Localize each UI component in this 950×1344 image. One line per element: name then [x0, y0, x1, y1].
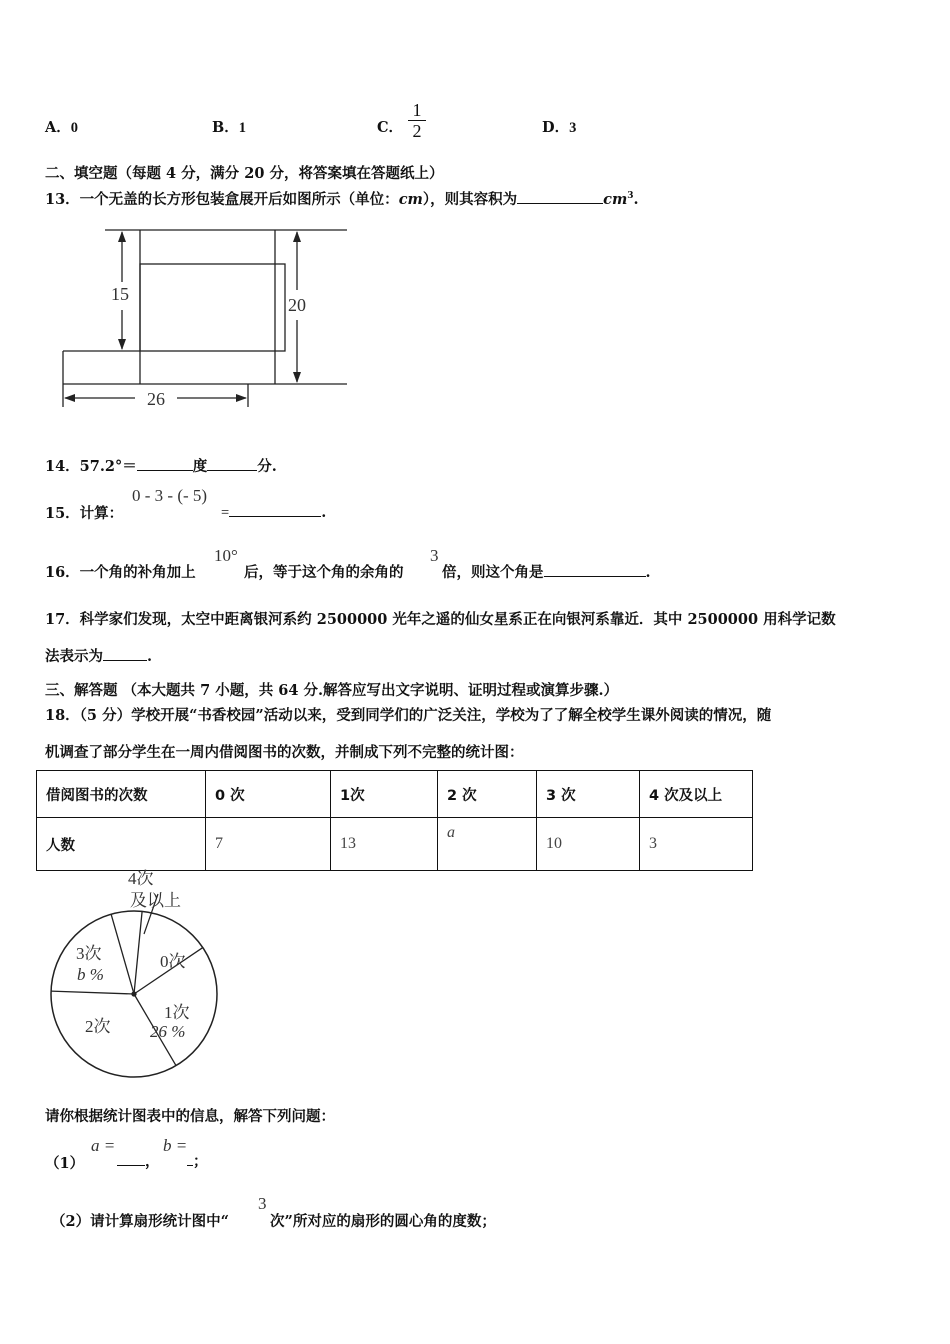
label-26: 26: [147, 389, 165, 409]
pie-label-3-times: 3次: [76, 944, 102, 963]
pie-center: [132, 992, 136, 996]
option-d-value: 3: [569, 120, 577, 136]
label-20: 20: [288, 295, 306, 315]
option-c-label: C．: [377, 119, 404, 136]
q18-sub1-comma: ，: [145, 1153, 160, 1170]
q18-line2: 机调查了部分学生在一周内借阅图书的次数，并制成下列不完整的统计图：: [45, 744, 524, 761]
q16-answer-blank[interactable]: [544, 562, 646, 577]
option-b: [212, 116, 246, 137]
pie-label-3-percent: b %: [77, 965, 104, 984]
q15-prefix: 15．计算：: [45, 505, 124, 522]
q13-text2: ），则其容积为: [422, 191, 518, 208]
q14-prefix: 14．57.2°＝: [45, 458, 137, 475]
table-cell: 10: [537, 818, 640, 871]
q16-mid: 后，等于这个角的余角的: [244, 564, 404, 581]
table-header-cell: 0 次: [206, 771, 331, 818]
table-cell: 3: [640, 818, 753, 871]
q13-superscript: 3: [627, 191, 634, 202]
q18-sub2-three: 3: [258, 1194, 267, 1213]
pie-slice-boundary: [134, 911, 142, 994]
q18-sub1-a-answer: [117, 1150, 160, 1171]
q16-period: .: [645, 564, 651, 581]
pie-label-1-times: 1次: [164, 1003, 190, 1022]
q15-answer: [221, 502, 326, 522]
q14-minute-blank[interactable]: [207, 456, 257, 471]
table-cell: a: [438, 818, 537, 871]
q14-minute-label: 分.: [257, 458, 277, 475]
pie-slice-boundary: [111, 914, 134, 994]
q16-end: [442, 561, 651, 582]
option-d: [542, 116, 576, 137]
pie-slice-boundary: [51, 991, 134, 994]
q18-sub1-b-answer: [187, 1150, 208, 1171]
option-a: [45, 116, 78, 137]
q16-times: 3: [430, 546, 439, 565]
q13-answer-blank[interactable]: [517, 189, 603, 204]
q17-line1: 17．科学家们发现，太空中距离银河系约 2500000 光年之遥的仙女星系正在向银河系靠近．其中 2500000 用科学记数: [45, 611, 836, 628]
q17-period: .: [147, 648, 153, 665]
q17-line2-prefix: 法表示为: [45, 648, 103, 665]
q15-equals: =: [221, 505, 230, 521]
section-3-title: 三、解答题 （本大题共 7 小题，共 64 分.解答应写出文字说明、证明过程或演算步骤.）: [45, 682, 619, 699]
option-a-value: 0: [70, 120, 79, 136]
q18-sub2-suffix: 次”所对应的扇形的圆心角的度数；: [270, 1213, 496, 1230]
q16-prefix: 16．一个角的补角加上: [45, 564, 196, 581]
box-net-figure: [55, 222, 355, 412]
q16-mid2: 倍，则这个角是: [442, 564, 544, 581]
table-header-cell: 借阅图书的次数: [37, 771, 206, 818]
pie-label-4-and-above: 及以上: [130, 891, 181, 910]
table-row: [37, 771, 753, 818]
section-2-title: 二、填空题（每题 4 分，满分 20 分，将答案填在答题纸上）: [45, 165, 444, 182]
table-cell: 13: [331, 818, 438, 871]
q17-line2: [45, 645, 152, 666]
option-d-label: D．: [542, 119, 570, 136]
q13-unit-end: cm: [603, 191, 628, 208]
table-header-cell: 3 次: [537, 771, 640, 818]
q18-sub1-number: （1）: [45, 1155, 85, 1172]
pie-chart: [40, 866, 240, 1088]
q17-answer-blank[interactable]: [103, 646, 147, 661]
q14-degree-label: 度: [192, 458, 208, 475]
option-c-fraction: [406, 100, 428, 141]
q15-expression: 0 - 3 - (- 5): [132, 486, 208, 505]
fraction-denominator: 2: [412, 121, 422, 141]
q13-unit: cm: [398, 191, 423, 208]
q18-sub1-a-blank[interactable]: [117, 1151, 145, 1166]
q16-angle: 10°: [214, 546, 238, 565]
table-row: [37, 818, 753, 871]
q18-sub1-b: b =: [163, 1136, 188, 1155]
q13-text: 13．一个无盖的长方形包装盒展开后如图所示（单位：: [45, 191, 399, 208]
question-13: [45, 188, 639, 209]
q18-prompt: 请你根据统计图表中的信息，解答下列问题：: [45, 1108, 335, 1125]
q13-period: .: [633, 191, 639, 208]
q15-period: .: [321, 504, 327, 521]
q18-line1: 18．（5 分）学校开展“书香校园”活动以来，受到同学们的广泛关注，学校为了了解全校学生课外阅读的情况，随: [45, 707, 772, 724]
q14-degree-blank[interactable]: [137, 456, 193, 471]
pie-label-4-times: 4次: [128, 869, 154, 888]
table-cell: 7: [206, 818, 331, 871]
pie-label-2-times: 2次: [85, 1017, 111, 1036]
q18-sub1-a: a =: [91, 1136, 116, 1155]
borrow-stat-table: [36, 770, 753, 871]
table-row-label: 人数: [37, 818, 206, 871]
label-15: 15: [111, 284, 129, 304]
option-b-value: 1: [238, 120, 247, 136]
pie-label-1-percent: 26 %: [150, 1022, 186, 1041]
question-14: [45, 455, 277, 476]
pie-label-0-times: 0次: [160, 952, 186, 971]
q18-sub2-prefix: （2）请计算扇形统计图中“: [51, 1213, 229, 1230]
table-header-cell: 4 次及以上: [640, 771, 753, 818]
table-header-cell: 2 次: [438, 771, 537, 818]
option-b-label: B．: [212, 119, 239, 136]
table-header-cell: 1次: [331, 771, 438, 818]
q18-sub1-semicolon: ；: [193, 1153, 208, 1170]
option-a-label: A．: [45, 119, 71, 136]
q15-answer-blank[interactable]: [229, 502, 321, 517]
fraction-numerator: 1: [412, 100, 422, 120]
option-c: [377, 116, 403, 137]
